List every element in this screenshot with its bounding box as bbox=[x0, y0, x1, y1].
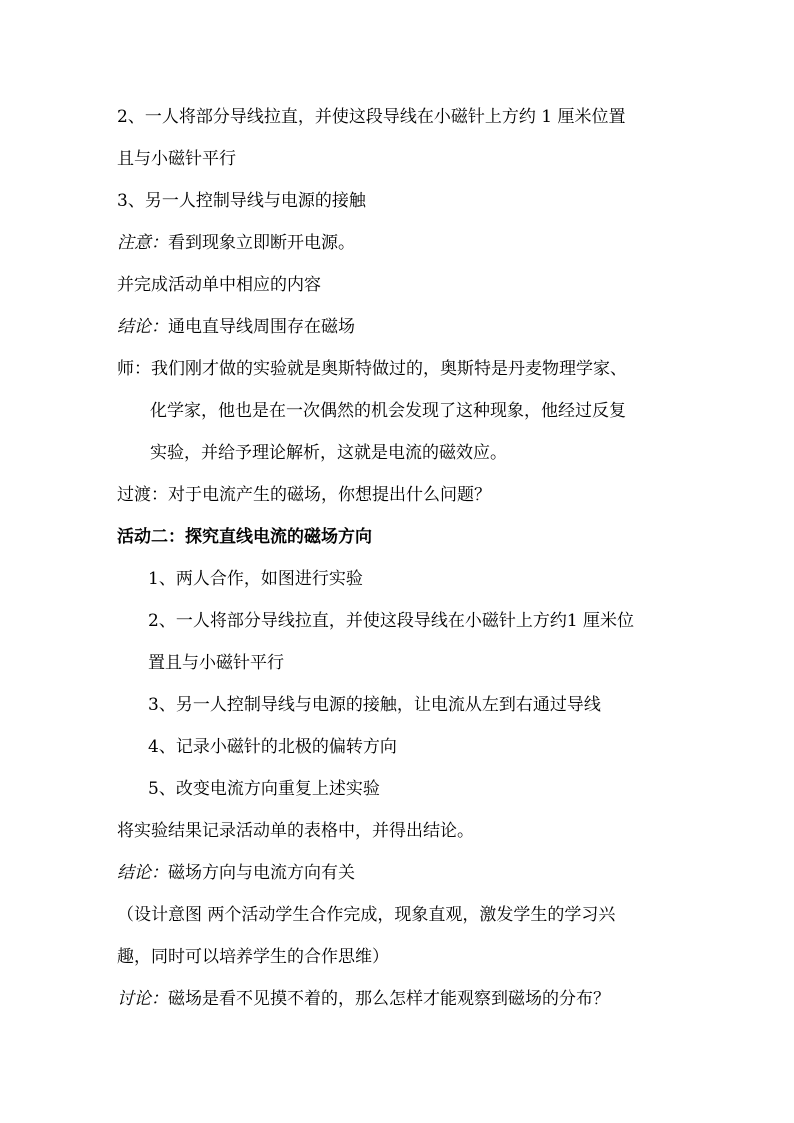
text-line: 趣，同时可以培养学生的合作思维） bbox=[117, 947, 389, 967]
text-line: 化学家，他也是在一次偶然的机会发现了这种现象，他经过反复 bbox=[150, 401, 626, 421]
text-line: 过渡：对于电流产生的磁场，你想提出什么问题？ bbox=[117, 485, 491, 505]
conclusion-line bbox=[117, 316, 355, 338]
discussion-line bbox=[117, 988, 610, 1010]
text-line: 将实验结果记录活动单的表格中，并得出结论。 bbox=[117, 821, 474, 841]
conclusion-text: 通电直导线周围存在磁场 bbox=[168, 317, 355, 337]
text-line: 师：我们刚才做的实验就是奥斯特做过的，奥斯特是丹麦物理学家、 bbox=[117, 359, 627, 379]
list-item: 5、改变电流方向重复上述实验 bbox=[148, 779, 380, 799]
note-line bbox=[117, 232, 355, 254]
list-item: 3、另一人控制导线与电源的接触，让电流从左到右通过导线 bbox=[148, 695, 601, 715]
discussion-label: 讨论： bbox=[117, 989, 168, 1009]
conclusion-label: 结论： bbox=[117, 863, 168, 883]
note-text: 看到现象立即断开电源。 bbox=[168, 233, 355, 253]
list-item: 1、两人合作，如图进行实验 bbox=[148, 569, 363, 589]
discussion-text: 磁场是看不见摸不着的，那么怎样才能观察到磁场的分布？ bbox=[168, 989, 610, 1009]
text-line: 2、一人将部分导线拉直，并使这段导线在小磁针上方约 1 厘米位置 bbox=[117, 107, 626, 127]
activity-heading: 活动二：探究直线电流的磁场方向 bbox=[117, 527, 372, 547]
text-line: 且与小磁针平行 bbox=[117, 149, 236, 169]
list-item: 2、一人将部分导线拉直，并使这段导线在小磁针上方约1 厘米位 bbox=[148, 611, 635, 631]
list-item: 4、记录小磁针的北极的偏转方向 bbox=[148, 737, 397, 757]
conclusion-text: 磁场方向与电流方向有关 bbox=[168, 863, 355, 883]
text-line: 并完成活动单中相应的内容 bbox=[117, 275, 321, 295]
text-line: （设计意图 两个活动学生合作完成，现象直观，激发学生的学习兴 bbox=[117, 905, 616, 925]
text-line: 3、另一人控制导线与电源的接触 bbox=[117, 191, 366, 211]
text-line: 实验，并给予理论解析，这就是电流的磁效应。 bbox=[150, 443, 507, 463]
conclusion-label: 结论： bbox=[117, 317, 168, 337]
list-item: 置且与小磁针平行 bbox=[148, 653, 284, 673]
note-label: 注意： bbox=[117, 233, 168, 253]
conclusion-line bbox=[117, 862, 355, 884]
